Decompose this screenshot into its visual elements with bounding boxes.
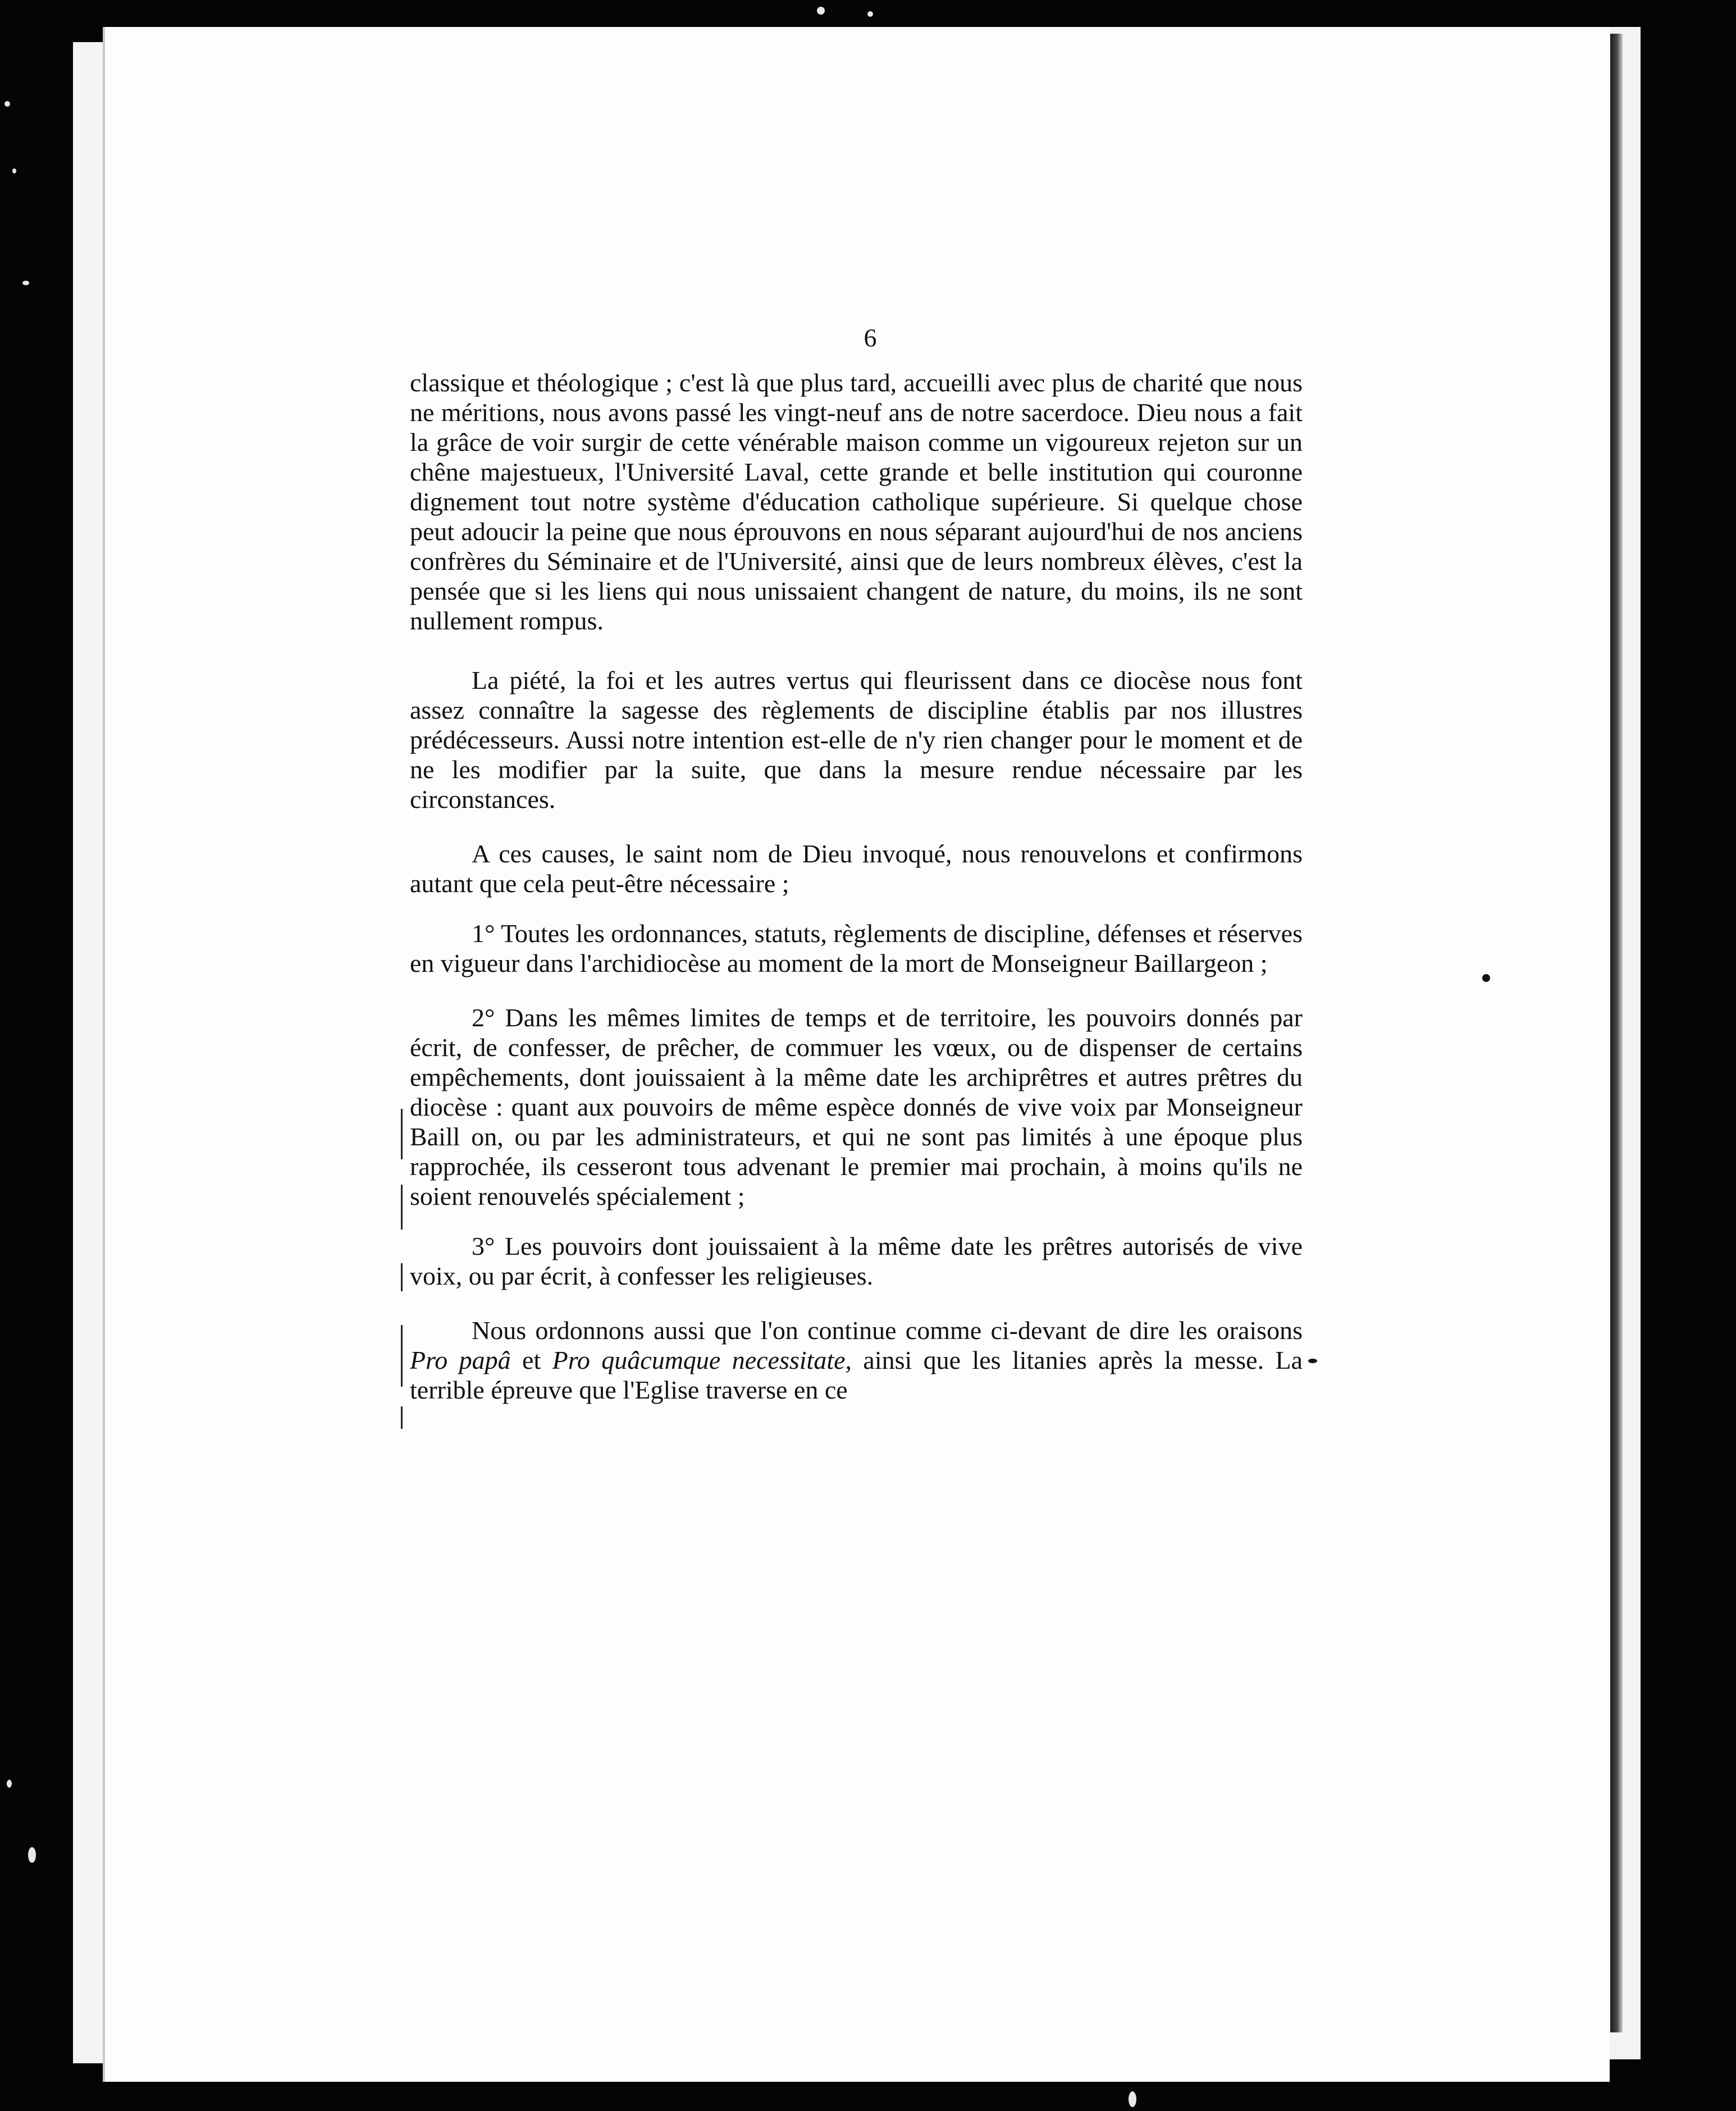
- text-run: Nous ordonnons aussi que l'on continue comme ci-devant de dire les oraisons: [472, 1316, 1303, 1345]
- text-run: et: [510, 1346, 552, 1374]
- margin-rule: [401, 1263, 403, 1291]
- scan-speck: [4, 101, 10, 107]
- ink-speck: [1308, 1359, 1317, 1363]
- scan-speck: [12, 168, 16, 173]
- margin-rule: [401, 1325, 403, 1387]
- ink-speck: [1482, 974, 1490, 982]
- paragraph: A ces causes, le saint nom de Dieu invoqué, nous renouvelons et confirmons autant que cela peut-être nécessaire ;: [410, 839, 1303, 898]
- margin-rule: [401, 1406, 403, 1429]
- paragraph: 3° Les pouvoirs dont jouissaient à la même date les prêtres autorisés de vive voix, ou par écrit, à confesser les religieuses.: [410, 1232, 1303, 1290]
- paragraph: La piété, la foi et les autres vertus qui fleurissent dans ce diocèse nous font assez connaître la sagesse des règlements de discipline établis par nos illustres prédécesseurs. Aussi notre intention est-elle de n'y rien changer pour le moment et de ne les modifier par la suite, que dans la mesure rendue nécessaire par les circonstances.: [410, 666, 1303, 814]
- page-number: 6: [864, 323, 877, 352]
- text-run: ainsi que les litanies après la messe. La terrible épreuve que l'Eglise traverse en ce: [410, 1346, 1303, 1404]
- paragraph-last: [410, 1315, 1303, 1405]
- scan-speck: [28, 1847, 36, 1863]
- page-left-edge: [103, 27, 105, 2082]
- binding-shadow: [1610, 34, 1623, 2032]
- scan-speck: [1129, 2091, 1136, 2107]
- margin-rule: [401, 1185, 403, 1230]
- paragraph: 1° Toutes les ordonnances, statuts, règlements de discipline, défenses et réserves en vigueur dans l'archidiocèse au moment de la mort de Monseigneur Baillargeon ;: [410, 919, 1303, 977]
- margin-rule: [401, 1109, 403, 1159]
- scan-speck: [7, 1780, 12, 1788]
- paragraph: classique et théologique ; c'est là que plus tard, accueilli avec plus de charité que nous ne méritions, nous avons passé les vingt-neuf ans de notre sacerdoce. Dieu nous a fait la grâce de voir surgir de cette vénérable maison comme un vigoureux rejeton sur un chêne majestueux, l'Université Laval, cette grande et belle institution qui couronne dignement tout notre système d'éducation catholique supérieure. Si quelque chose peut adoucir la peine que nous éprouvons en nous séparant aujourd'hui de nos anciens confrères du Séminaire et de l'Université, ainsi que de leurs nombreux élèves, c'est la pensée que si les liens qui nous unissaient changent de nature, du moins, ils ne sont nullement rompus.: [410, 368, 1303, 635]
- scan-speck: [22, 281, 29, 285]
- italic-text: Pro quâcumque necessitate,: [552, 1346, 852, 1374]
- scan-speck: [867, 11, 873, 17]
- body-text: [410, 368, 1303, 1405]
- italic-text: Pro papâ: [410, 1346, 511, 1374]
- paragraph: 2° Dans les mêmes limites de temps et de territoire, les pouvoirs donnés par écrit, de confesser, de prêcher, de commuer les vœux, ou de dispenser de certains empêchements, dont jouissaient à la même date les archiprêtres et autres prêtres du diocèse : quant aux pouvoirs de même espèce donnés de vive voix par Monseigneur Baill on, ou par les administrateurs, et qui ne sont pas limités à une époque plus rapprochée, ils cesseront tous advenant le premier mai prochain, à moins qu'ils ne soient renouvelés spécialement ;: [410, 1003, 1303, 1210]
- scan-speck: [817, 7, 825, 15]
